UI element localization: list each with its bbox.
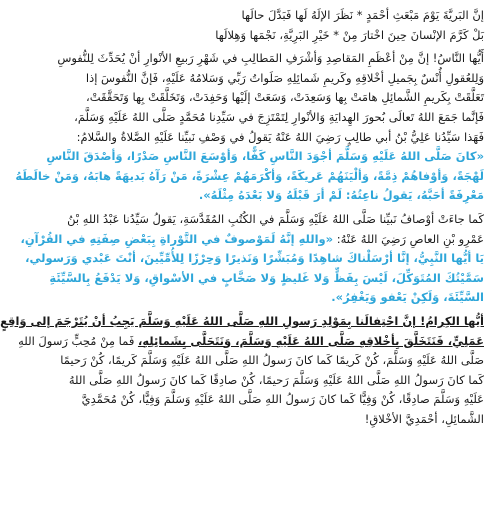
paragraph-line: صَلَّى اللهُ عَلَيْهِ وَسَلَّمَ، كُنْ كَريمًا كَما كانَ رَسولُ اللهِ صَلَّى اللهُ عَلَيْهِ وَسَلَّمَ كَريمًا، كُنْ رَحيمًا — [60, 353, 484, 368]
emphasis-text: عَمَلِيٍّ، فَنَتَخَلَّقَ بِأخْلاقِهِ صَلَّى اللهُ عَلَيْهِ وَسَلَّمَ، وَنَتَحَلَّى بِشَمائِلِهِ، — [137, 333, 484, 348]
quote-line: «كانَ صَلَّى اللهُ عَلَيْهِ وَسَلَّمَ أجْوَدَ النَّاسِ كَفًّا، وَأوْسَعَ النَّاسِ صَدْرًا، وَأصْدَقَ النَّاسِ — [46, 149, 484, 164]
paragraph-4 — [0, 312, 484, 430]
paragraph-line: أَيُّها النَّاسُ! إنَّ مِنْ أعْظَمِ المَقاصِدِ وَأشْرَفِ المَطالِبِ في شَهْرِ رَبيعِ الأنْوارِ أنْ يُحَدِّثَ لِلنُّفوسِ — [57, 51, 484, 66]
quote-line: سَمَّيْتُكَ المُتَوَكِّلَ، لَيْسَ بِفَظٍّ وَلا غَليظٍ وَلا صَخَّابٍ في الأسْواقِ، وَلا يَدْفَعُ بِالسَّيِّئَةِ — [49, 270, 484, 285]
paragraph-line: كَما جاءَتْ أوْصافُ نَبيِّنا صَلَّى اللهُ عَلَيْهِ وَسَلَّمَ في الكُتُبِ المُقَدَّسَةِ، يَقولُ سَيِّدُنا عَبْدُ اللهِ بْنُ — [67, 211, 484, 226]
paragraph-line — [20, 230, 484, 250]
paragraph-line: الشَّمائِلِ، أحْمَدِيَّ الأخْلاقِ! — [364, 411, 484, 426]
quote-line: السَّيِّئَةَ، وَلَكِنْ يَعْفو وَيَغْفِرُ». — [331, 290, 484, 305]
poem — [84, 6, 484, 45]
paragraph-line: عَلَيْهِ وَسَلَّمَ صادِقًا، كُنْ وَفِيًّا كَما كانَ رَسولُ اللهِ صَلَّى اللهُ عَلَيْهِ وَسَلَّمَ وَفِيًّا، كُنْ مُحَمَّدِيَّ — [81, 392, 484, 407]
paragraph-line — [18, 332, 484, 352]
paragraph-line: كَما كانَ رَسولُ اللهِ صَلَّى اللهُ عَلَيْهِ وَسَلَّمَ رَحيمًا، كُنْ صادِقًا كَما كانَ رَسولُ اللهِ صَلَّى اللهُ — [68, 372, 484, 387]
paragraph-3 — [20, 210, 484, 308]
paragraph-line: تَعَلَّقَتْ بِكَريمِ الشَّمائِلِ هامَتْ بِها وَسَعِدَتْ، وَسَعَتْ إلَيْها وَحَفِدَتْ، وَتَخَلَّقَتْ بِها وَتَحَقَّقَتْ، — [86, 90, 484, 105]
emphasis-line: أيُّها الكِرامُ! إنَّ احْتِفالَنا بِمَوْلِدِ رَسولِ اللهِ صَلَّى اللهُ عَلَيْهِ وَسَلَّمَ يَجِبُ أنْ يُتَرْجَمَ إلى وَاقِعٍ — [0, 313, 484, 328]
narrator-text: عَمْرِو بْنِ العاصِ رَضِيَ اللهُ عَنْهُ: — [336, 231, 484, 246]
quote-line: مَعْرِفَةً أحَبَّهُ، يَقولُ ناعِتُهُ: لَمْ أرَ قَبْلَهُ وَلا بَعْدَهُ مِثْلَهُ». — [198, 188, 484, 203]
paragraph-1 — [15, 49, 484, 206]
poem-line: إنَّ البَريَّةَ يَوْمَ مَبْعَثِ أحْمَدٍ * نَظَرَ الإلَهُ لَها فَبَدَّلَ حالَها — [241, 8, 484, 22]
poem-line: بَلْ كَرَّمَ الإنْسانَ حِينَ اخْتارَ مِنْ * خَيْرِ البَرِيَّةِ، نَجْمَها وَهِلالَها — [215, 27, 484, 42]
quote-lead: «واللهِ إنَّهُ لَمَوْصوفٌ في التَّوْراةِ بِبَعْضِ صِفَتِهِ في القُرْآنِ، — [20, 231, 334, 246]
quote-line: يَا أيُّها النَّبِيُّ، إنَّا أرْسَلْناكَ شاهِدًا وَمُبَشِّرًا وَنَذيرًا وَحِرْزًا لِلأُمِّيِّينَ، أنْتَ عَبْدي وَرَسولي، — [25, 251, 484, 266]
paragraph-line: فَهَذا سَيِّدُنا عَلِيُّ بْنُ أبي طالِبٍ رَضِيَ اللهُ عَنْهُ يَقولُ في وَصْفِ نَبيِّنا عَلَيْهِ الصَّلاةُ والسَّلامُ: — [76, 129, 484, 144]
paragraph-line: فَإنَّما جَمَعَ اللهُ تَعالَى بُحورَ الهِدايَةِ وَالأنْوارِ لِتَمْتَزِجَ في سَيِّدِنا مُحَمَّدٍ صَلَّى اللهُ عَلَيْهِ وَسَلَّمَ، — [74, 109, 484, 124]
paragraph-line: وَلِلعُقولِ أُنْسٌ بِجَميلِ أخْلاقِهِ وكَريمِ شَمائِلِهِ صَلَواتُ رَبِّي وَسَلامُهُ عَلَيْهِ، فَإنَّ النُّفوسَ إذا — [85, 70, 484, 85]
quote-line: لَهْجَةً، وَأوْفاهُمْ ذِمَّةً، وَألْيَنَهُمْ عَريكَةً، وَأكْرَمَهُمْ عِشْرَةً، مَنْ رَآهُ بَديهَةً هابَهُ، وَمَنْ خالَطَهُ — [15, 168, 484, 183]
paragraph-text: فَما مِنْ مُحِبٍّ رَسولَ اللهِ — [18, 333, 135, 348]
